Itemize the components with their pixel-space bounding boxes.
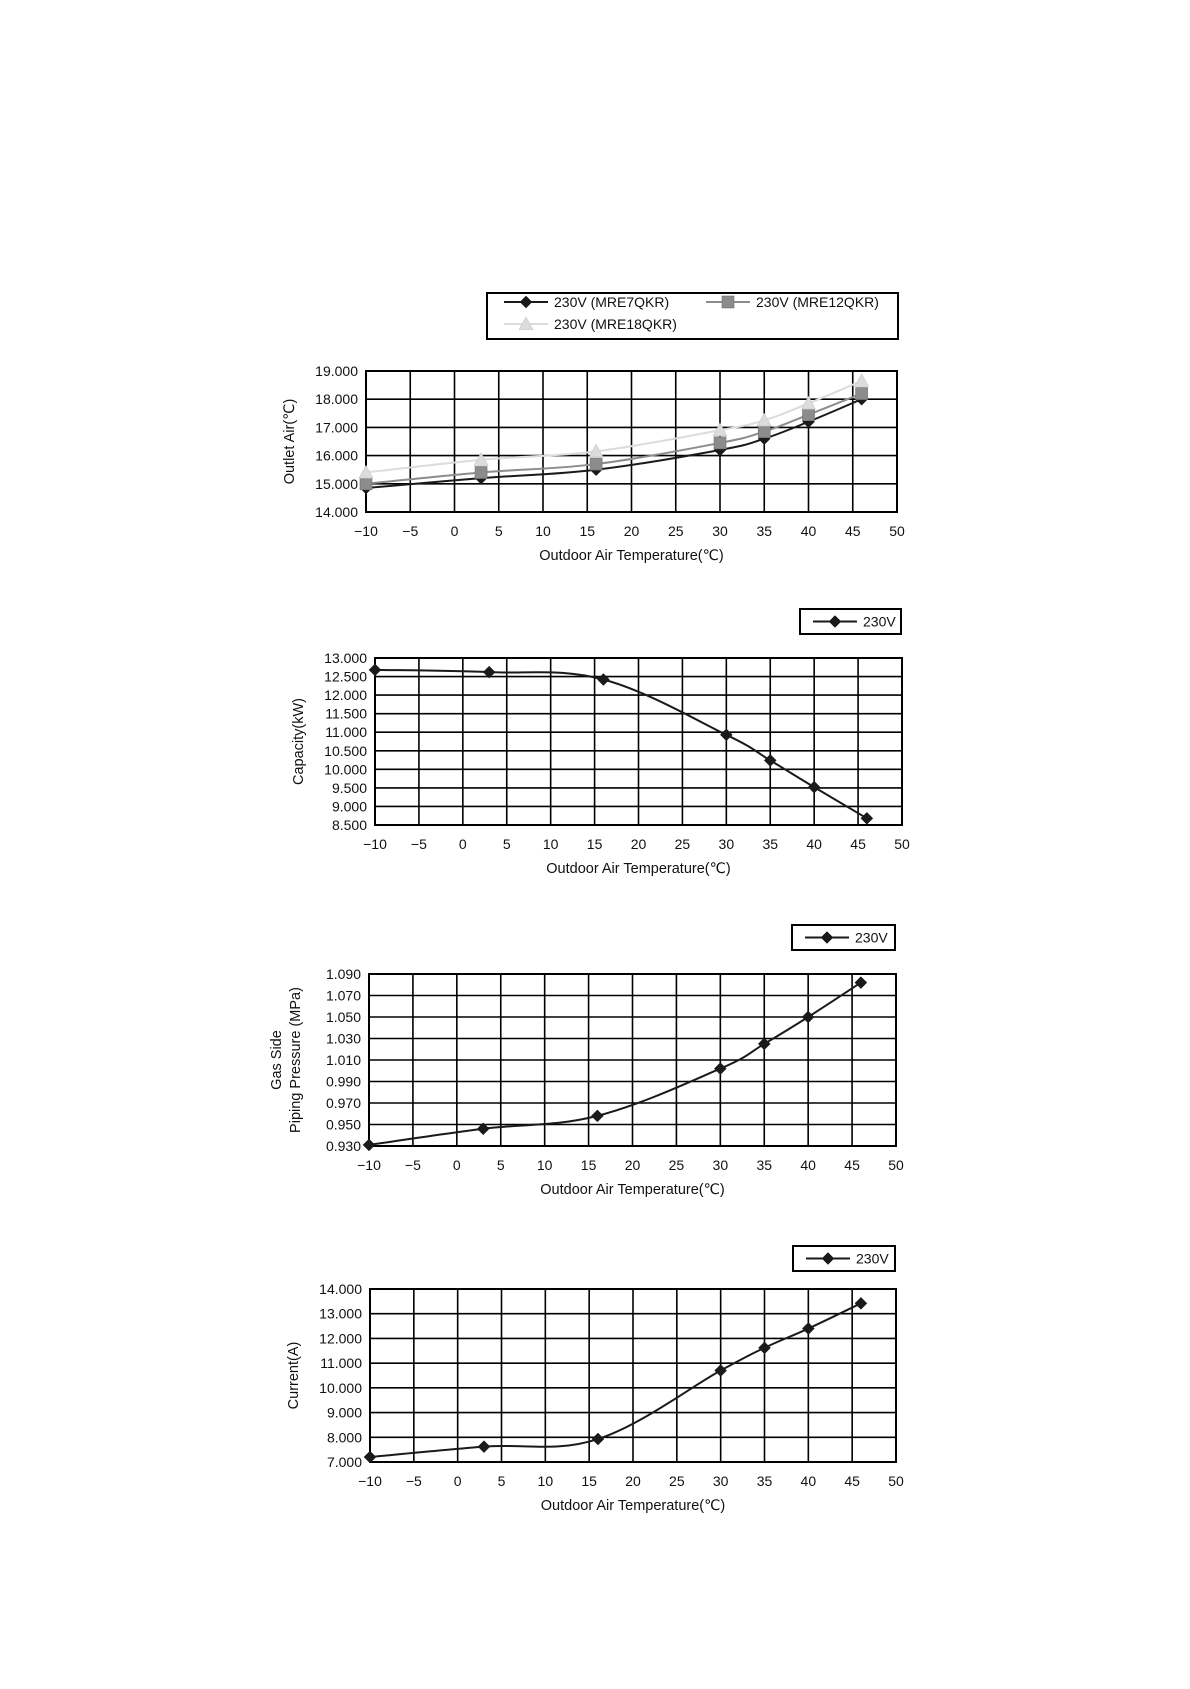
series-line (370, 1303, 861, 1457)
x-tick-label: 40 (800, 1157, 816, 1173)
x-tick-label: 30 (712, 1473, 729, 1489)
x-tick-label: −5 (404, 1157, 421, 1173)
y-tick-label: 13.000 (324, 650, 367, 666)
x-tick-label: 35 (762, 836, 779, 852)
x-tick-label: 5 (502, 836, 511, 852)
y-tick-label: 10.500 (324, 742, 367, 759)
data-point (764, 754, 776, 766)
x-tick-label: 20 (623, 523, 640, 539)
grid (366, 371, 897, 512)
x-tick-label: 30 (712, 523, 728, 539)
series-1 (360, 393, 868, 494)
data-point (855, 1297, 867, 1309)
y-tick-labels (326, 966, 361, 1154)
legend-label: 230V (MRE12QKR) (756, 294, 879, 310)
x-tick-label: 5 (494, 523, 503, 539)
x-tick-label: 35 (756, 1473, 773, 1489)
series-2 (360, 388, 868, 490)
y-tick-label: 16.000 (315, 447, 358, 464)
x-tick-label: 45 (844, 523, 861, 539)
y-tick-label: 0.970 (325, 1095, 361, 1111)
data-point (592, 1433, 604, 1445)
x-tick-labels (354, 523, 905, 539)
series-line (366, 394, 862, 484)
x-tick-label: 35 (756, 1157, 773, 1173)
series-line (369, 983, 861, 1145)
legend-label: 230V (856, 1250, 889, 1267)
x-tick-label: 0 (458, 836, 467, 852)
y-tick-label: 12.000 (319, 1330, 362, 1347)
x-tick-label: 25 (669, 1473, 685, 1489)
x-tick-label: 5 (496, 1157, 505, 1173)
x-tick-label: −5 (402, 523, 419, 539)
chart-4 (286, 1246, 904, 1514)
data-point (591, 1110, 603, 1122)
legend (793, 1246, 895, 1271)
y-tick-label: 9.500 (331, 779, 367, 796)
data-point (363, 1139, 375, 1151)
x-tick-label: 10 (542, 836, 559, 852)
y-tick-label: 13.000 (319, 1305, 362, 1322)
grid (370, 1289, 896, 1462)
data-point (720, 729, 732, 741)
data-point (856, 388, 868, 400)
x-tick-label: 50 (894, 836, 910, 852)
x-tick-label: −10 (363, 836, 387, 852)
data-point (360, 478, 372, 490)
x-tick-label: 30 (712, 1157, 729, 1173)
x-tick-label: 0 (453, 1473, 462, 1489)
x-tick-label: 45 (850, 836, 866, 852)
y-tick-label: 18.000 (315, 391, 358, 408)
y-tick-label: 19.000 (315, 363, 358, 379)
data-point (759, 1342, 771, 1354)
data-point (758, 426, 770, 438)
x-tick-label: 10 (537, 1473, 554, 1489)
grid (369, 974, 896, 1146)
y-tick-label: 9.000 (326, 1404, 362, 1421)
y-tick-label: 15.000 (315, 475, 358, 492)
x-tick-label: −5 (405, 1473, 422, 1489)
x-axis-title: Outdoor Air Temperature(℃) (546, 861, 731, 877)
y-tick-label: 11.500 (325, 705, 367, 722)
data-point (861, 812, 873, 824)
x-tick-label: 40 (800, 1473, 817, 1489)
x-tick-label: 40 (800, 523, 817, 539)
x-axis-title: Outdoor Air Temperature(℃) (540, 1498, 726, 1514)
y-tick-label: 12.000 (324, 687, 367, 704)
x-tick-label: 45 (844, 1473, 860, 1489)
y-tick-label: 14.000 (319, 1281, 362, 1297)
data-point (802, 396, 816, 409)
x-axis-title: Outdoor Air Temperature(℃) (540, 1182, 725, 1198)
legend (792, 925, 895, 950)
data-point (715, 1365, 727, 1377)
data-point (855, 374, 869, 387)
x-tick-label: 25 (668, 1157, 685, 1173)
data-point (808, 781, 820, 793)
y-tick-label: 12.500 (324, 668, 367, 685)
y-tick-label: 0.990 (325, 1073, 361, 1090)
x-tick-label: 0 (452, 1157, 461, 1173)
data-point (802, 1011, 814, 1023)
x-tick-label: 0 (450, 523, 459, 539)
y-tick-label: 8.500 (331, 817, 367, 833)
x-tick-label: 20 (630, 836, 647, 852)
x-tick-label: 20 (625, 1473, 641, 1489)
data-point (475, 467, 487, 479)
y-axis-title-line: Piping Pressure (MPa) (288, 987, 304, 1133)
data-point (714, 437, 726, 449)
x-tick-label: 10 (536, 1157, 553, 1173)
y-tick-label: 1.070 (325, 987, 361, 1004)
x-tick-label: 15 (581, 1473, 597, 1489)
chart-3 (269, 925, 904, 1198)
legend-item (706, 294, 879, 310)
x-tick-label: 25 (667, 523, 684, 539)
y-tick-label: 9.000 (331, 798, 367, 815)
y-tick-labels (315, 363, 358, 520)
x-tick-label: 15 (586, 836, 603, 852)
y-tick-label: 1.030 (325, 1030, 361, 1047)
data-point (802, 1323, 814, 1335)
y-axis-title (269, 987, 304, 1133)
data-point (714, 1063, 726, 1075)
y-tick-labels (319, 1281, 362, 1470)
legend-label: 230V (MRE7QKR) (554, 294, 670, 310)
x-tick-label: 10 (535, 523, 551, 539)
y-tick-labels (324, 650, 367, 833)
series-1 (369, 664, 873, 824)
x-tick-labels (357, 1157, 904, 1173)
chart-1 (282, 293, 905, 564)
chart-2 (291, 609, 910, 877)
y-tick-label: 1.010 (325, 1052, 361, 1068)
data-point (590, 458, 602, 470)
data-point (803, 409, 815, 421)
data-point (478, 1441, 490, 1453)
legend (487, 293, 898, 339)
y-tick-label: 10.000 (324, 761, 367, 778)
y-axis-title: Current(A) (286, 1341, 302, 1410)
y-tick-label: 17.000 (315, 419, 358, 436)
x-tick-label: −5 (410, 836, 427, 852)
y-tick-label: 0.930 (325, 1138, 361, 1154)
data-point (369, 664, 381, 676)
x-tick-label: 15 (579, 523, 596, 539)
data-point (597, 674, 609, 686)
data-point (758, 1038, 770, 1050)
data-point (855, 977, 867, 989)
x-tick-label: 50 (888, 1473, 904, 1489)
x-tick-labels (358, 1473, 904, 1489)
grid (375, 658, 902, 825)
y-tick-label: 11.000 (325, 724, 367, 741)
x-tick-label: 50 (888, 1157, 904, 1173)
legend-label: 230V (MRE18QKR) (554, 316, 677, 332)
x-tick-labels (363, 836, 910, 852)
y-tick-label: 0.950 (325, 1116, 361, 1133)
y-axis-title: Outlet Air(℃) (282, 398, 298, 485)
y-tick-label: 11.000 (320, 1355, 362, 1372)
x-tick-label: 5 (497, 1473, 506, 1489)
series-1 (364, 1297, 867, 1463)
y-axis-title: Capacity(kW) (291, 697, 307, 786)
x-tick-label: 20 (624, 1157, 641, 1173)
x-axis-title: Outdoor Air Temperature(℃) (539, 548, 724, 564)
legend-marker (722, 296, 734, 308)
x-tick-label: 15 (580, 1157, 597, 1173)
legend (800, 609, 901, 634)
x-tick-label: 40 (806, 836, 822, 852)
y-axis-title-line: Gas Side (269, 1030, 285, 1090)
x-tick-label: −10 (358, 1473, 382, 1489)
series-line (375, 670, 867, 818)
y-tick-label: 1.090 (325, 966, 361, 982)
y-tick-label: 1.050 (325, 1009, 361, 1025)
x-tick-label: 35 (756, 523, 773, 539)
legend-label: 230V (863, 613, 896, 630)
x-tick-label: 30 (718, 836, 735, 852)
x-tick-label: 50 (889, 523, 905, 539)
y-tick-label: 8.000 (326, 1429, 362, 1446)
y-tick-label: 14.000 (315, 504, 358, 520)
legend-label: 230V (855, 929, 888, 946)
x-tick-label: −10 (354, 523, 378, 539)
y-tick-label: 7.000 (326, 1454, 362, 1470)
x-tick-label: 25 (674, 836, 691, 852)
y-tick-label: 10.000 (319, 1379, 362, 1396)
x-tick-label: −10 (357, 1157, 381, 1173)
x-tick-label: 45 (844, 1157, 860, 1173)
